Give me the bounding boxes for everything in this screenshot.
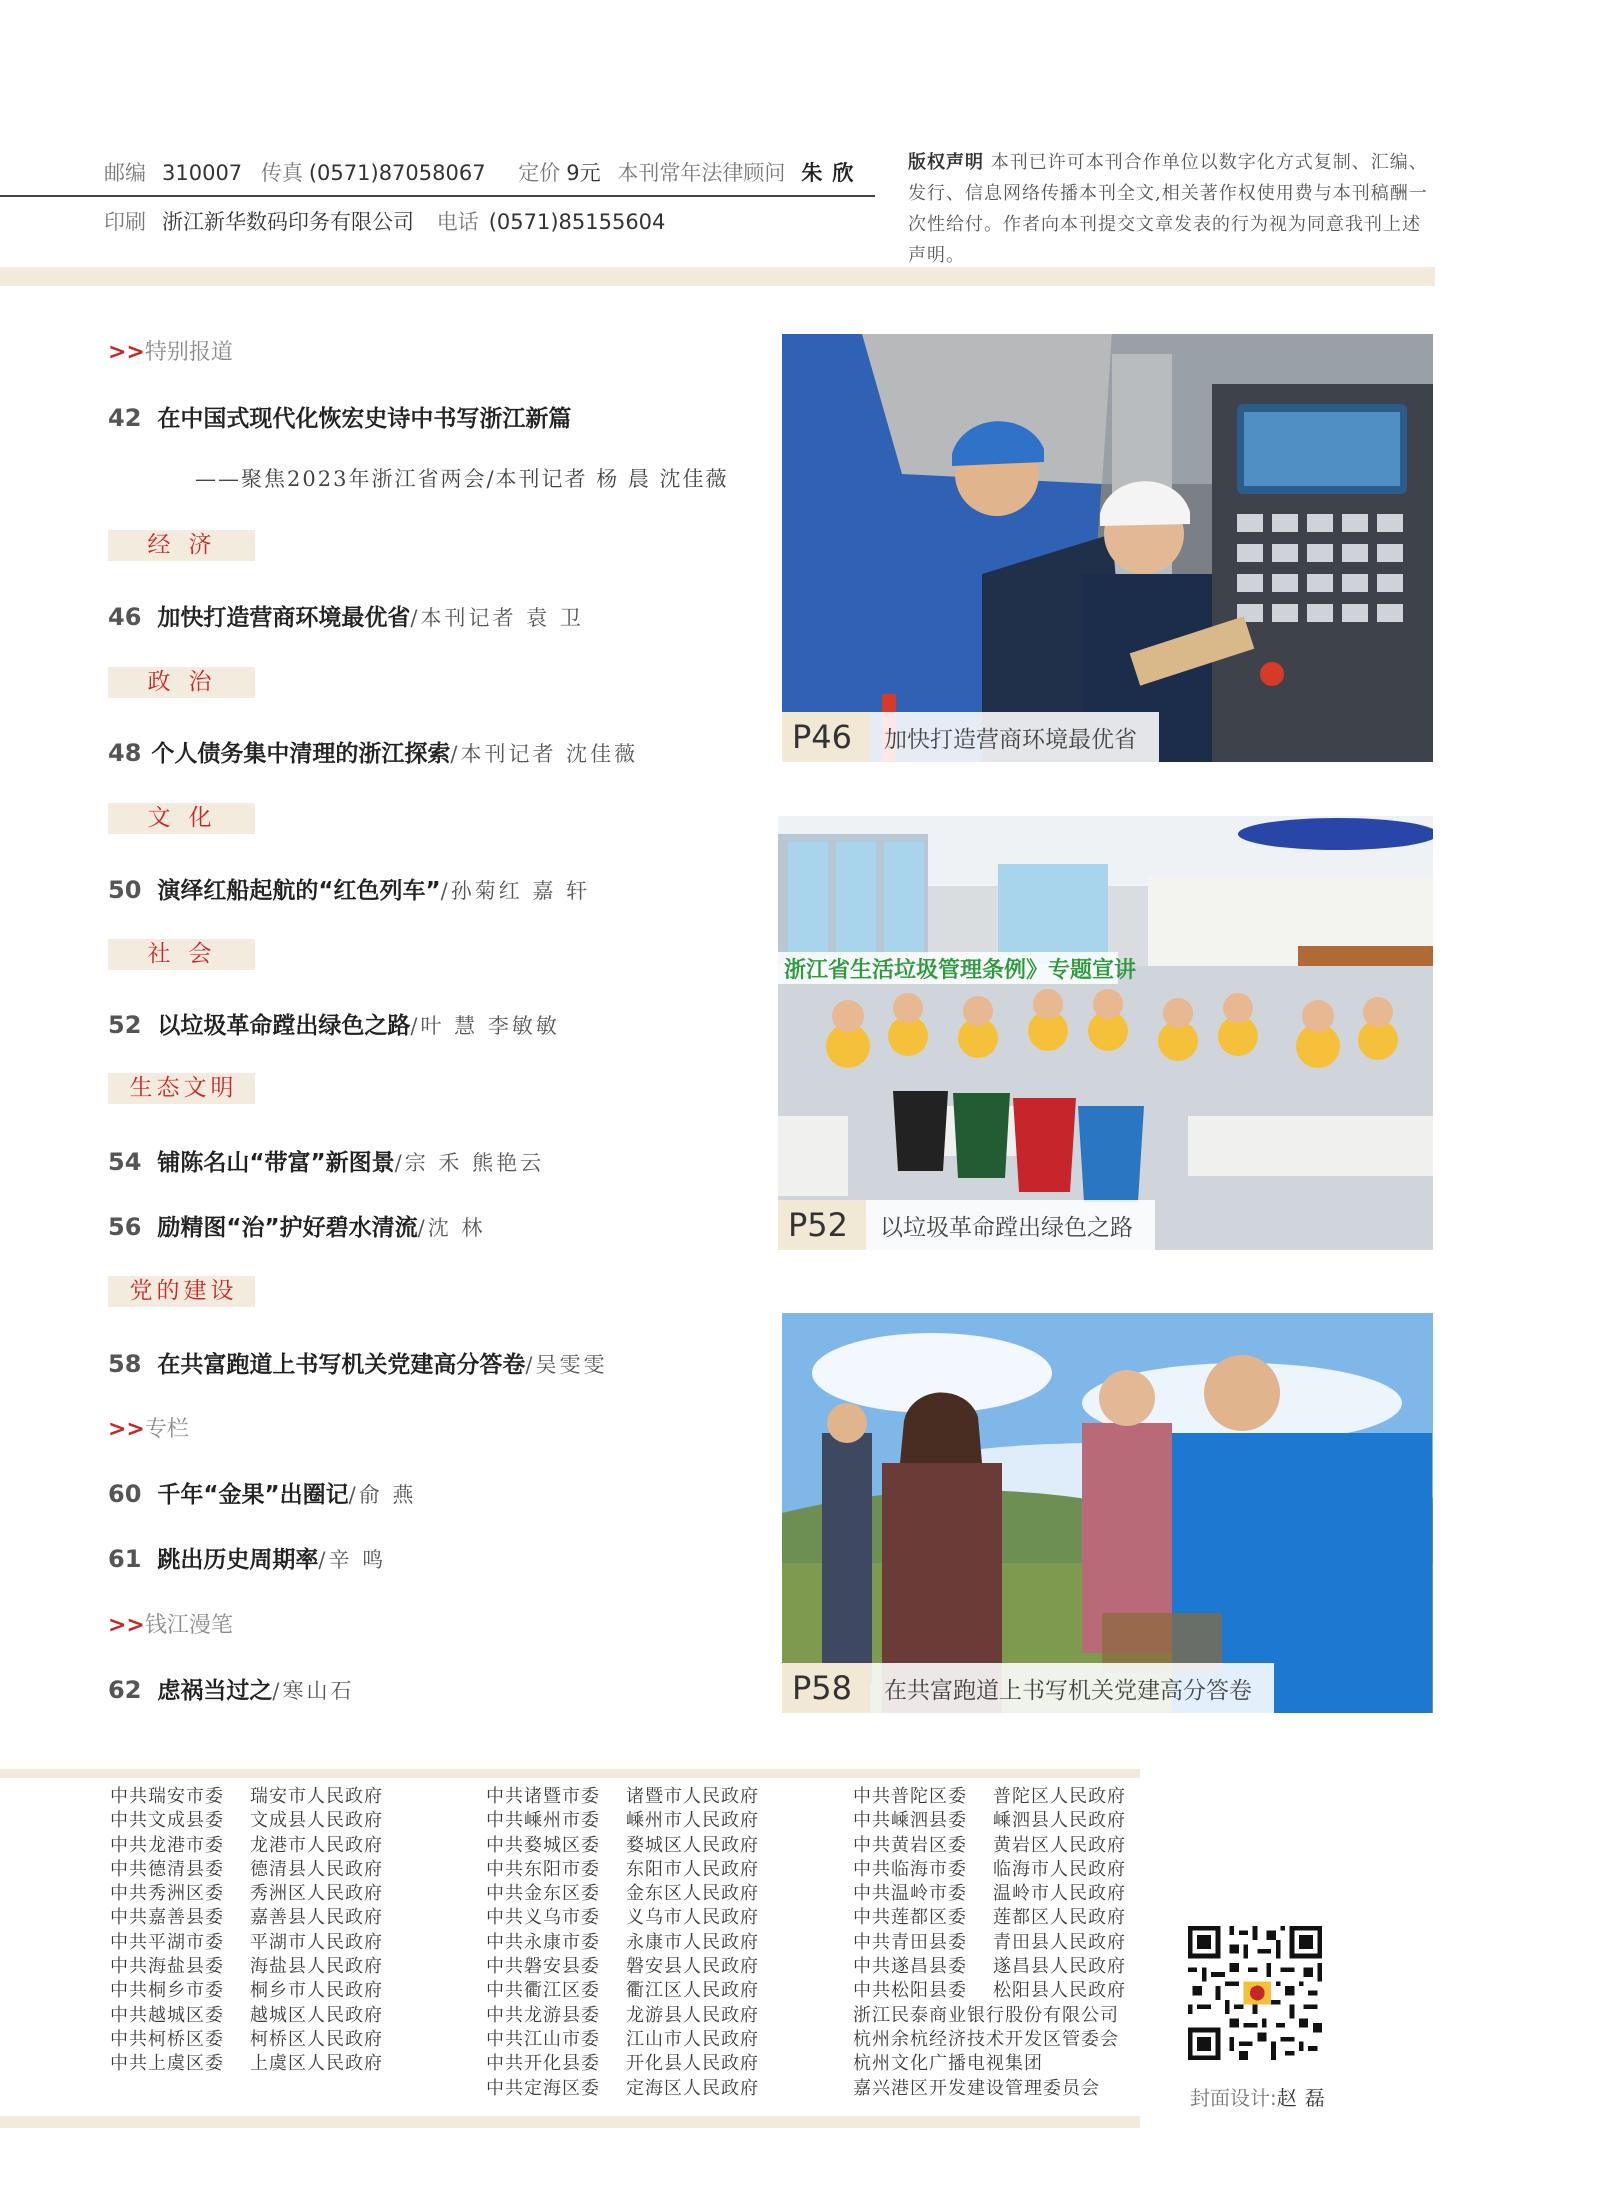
sponsor-party-committee: 中共龙港市委 — [110, 1834, 224, 1856]
toc-item-52[interactable]: 52 以垃圾革命蹚出绿色之路/叶 慧 李敏敏 — [108, 1011, 560, 1039]
header-band — [0, 267, 1435, 286]
sponsor-row — [110, 2052, 383, 2076]
sponsor-row — [110, 1931, 383, 1955]
sponsor-party-committee: 中共嵊泗县委 — [853, 1810, 967, 1832]
sponsor-party-committee: 中共永康市委 — [486, 1931, 600, 1953]
sponsor-government: 诸暨市人民政府 — [626, 1786, 759, 1807]
sponsor-government: 桐乡市人民政府 — [250, 1980, 383, 2002]
sponsor-party-committee: 中共金东区委 — [486, 1883, 600, 1905]
sponsor-party-committee: 中共越城区委 — [110, 2004, 224, 2026]
toc-item-58[interactable]: 58 在共富跑道上书写机关党建高分答卷/吴雯雯 — [108, 1350, 608, 1378]
sponsor-row — [853, 1785, 1126, 1809]
sponsors-bottom-band — [0, 2116, 1140, 2128]
inspection-factory-illustration — [782, 334, 1433, 762]
toc-item-60[interactable]: 60 千年“金果”出圈记/俞 燕 — [108, 1480, 417, 1508]
sponsor-row — [486, 2028, 759, 2052]
photo-p58-caption: P58 在共富跑道上书写机关党建高分答卷 — [782, 1663, 1274, 1713]
cover-design-credit: 封面设计:赵磊 — [1190, 2086, 1333, 2110]
sponsors-column-1 — [110, 1785, 383, 2077]
toc-item-42-subtitle: ——聚焦2023年浙江省两会/本刊记者 杨 晨 沈佳薇 — [195, 467, 729, 491]
photo-p46-caption: P46 加快打造营商环境最优省 — [782, 712, 1159, 762]
sponsor-government: 柯桥区人民政府 — [250, 2028, 383, 2050]
sponsors-top-band — [0, 1769, 1140, 1778]
sponsor-government: 普陀区人民政府 — [993, 1786, 1126, 1807]
sponsor-row — [110, 1906, 383, 1930]
sponsor-government: 温岭市人民政府 — [993, 1883, 1126, 1905]
sponsor-row — [853, 1931, 1126, 1955]
sponsor-government: 海盐县人民政府 — [250, 1956, 383, 1978]
section-ecology: 生态文明 — [108, 1073, 255, 1104]
toc-item-56[interactable]: 56 励精图“治”护好碧水清流/沈 林 — [108, 1213, 486, 1241]
sponsor-government: 东阳市人民政府 — [626, 1858, 759, 1880]
sponsor-party-committee: 中共上虞区委 — [110, 2053, 224, 2075]
photo-p58[interactable] — [782, 1313, 1433, 1713]
sponsor-row — [853, 1979, 1126, 2003]
sponsor-party-committee: 中共临海市委 — [853, 1858, 967, 1880]
sponsor-row — [486, 1979, 759, 2003]
sponsor-row — [110, 1882, 383, 1906]
info-divider — [0, 195, 875, 197]
sponsor-government: 黄岩区人民政府 — [993, 1834, 1126, 1856]
sponsors-column-3 — [853, 1785, 1126, 2101]
sponsor-organization: 杭州余杭经济技术开发区管委会 — [853, 2028, 1119, 2050]
sponsor-party-committee: 中共瑞安市委 — [110, 1786, 224, 1807]
sponsor-organization: 杭州文化广播电视集团 — [853, 2053, 1043, 2075]
sponsor-government: 江山市人民政府 — [626, 2028, 759, 2050]
sponsor-government: 义乌市人民政府 — [626, 1907, 759, 1929]
sponsor-row — [853, 1834, 1126, 1858]
sponsor-government: 青田县人民政府 — [993, 1931, 1126, 1953]
sponsor-row — [110, 1809, 383, 1833]
toc-item-61[interactable]: 61 跳出历史周期率/辛 鸣 — [108, 1545, 387, 1573]
sponsor-government: 松阳县人民政府 — [993, 1980, 1126, 2002]
sponsor-government: 遂昌县人民政府 — [993, 1956, 1126, 1978]
sponsor-row — [486, 1834, 759, 1858]
photo-p52[interactable] — [778, 816, 1433, 1250]
sponsor-party-committee: 中共遂昌县委 — [853, 1956, 967, 1978]
sponsor-party-committee: 中共黄岩区委 — [853, 1834, 967, 1856]
sponsor-party-committee: 中共德清县委 — [110, 1858, 224, 1880]
sponsor-party-committee: 中共嵊州市委 — [486, 1810, 600, 1832]
sponsor-government: 龙港市人民政府 — [250, 1834, 383, 1856]
sponsor-government: 龙游县人民政府 — [626, 2004, 759, 2026]
sponsor-party-committee: 中共文成县委 — [110, 1810, 224, 1832]
sponsors-column-2 — [486, 1785, 759, 2101]
sponsor-party-committee: 中共海盐县委 — [110, 1956, 224, 1978]
sponsor-government: 临海市人民政府 — [993, 1858, 1126, 1880]
field-visit-illustration — [782, 1313, 1433, 1713]
sponsor-government: 永康市人民政府 — [626, 1931, 759, 1953]
sponsor-government: 磐安县人民政府 — [626, 1956, 759, 1978]
sponsor-government: 金东区人民政府 — [626, 1883, 759, 1905]
sponsor-row — [853, 1882, 1126, 1906]
sponsor-party-committee: 中共龙游县委 — [486, 2004, 600, 2026]
sponsor-government: 上虞区人民政府 — [250, 2053, 383, 2075]
sponsor-party-committee: 中共莲都区委 — [853, 1907, 967, 1929]
photo-p52-caption: P52 以垃圾革命蹚出绿色之路 — [778, 1200, 1155, 1250]
sponsor-government: 德清县人民政府 — [250, 1858, 383, 1880]
sponsor-government: 定海区人民政府 — [626, 2077, 759, 2099]
sponsor-party-committee: 中共婺城区委 — [486, 1834, 600, 1856]
sponsor-row — [486, 1882, 759, 1906]
sponsor-row — [486, 1955, 759, 1979]
sponsor-row — [486, 1785, 759, 1809]
sponsor-row — [486, 1931, 759, 1955]
section-party-building: 党的建设 — [108, 1276, 255, 1307]
sponsor-row — [853, 1955, 1126, 1979]
sponsor-party-committee: 中共江山市委 — [486, 2028, 600, 2050]
section-politics: 政治 — [108, 667, 255, 698]
sponsor-party-committee: 中共桐乡市委 — [110, 1980, 224, 2002]
sponsor-row — [110, 1834, 383, 1858]
photo-p46[interactable] — [782, 334, 1433, 762]
sponsor-party-committee: 中共磐安县委 — [486, 1956, 600, 1978]
sponsor-government: 嵊泗县人民政府 — [993, 1810, 1126, 1832]
toc-item-62[interactable]: 62 虑祸当过之/寒山石 — [108, 1676, 355, 1704]
sponsor-government: 嘉善县人民政府 — [250, 1907, 383, 1929]
toc-item-48[interactable]: 48 个人债务集中清理的浙江探索/本刊记者 沈佳薇 — [108, 739, 639, 767]
sponsor-government: 衢江区人民政府 — [626, 1980, 759, 2002]
sponsor-party-committee: 中共松阳县委 — [853, 1980, 967, 2002]
sponsor-party-committee: 中共秀洲区委 — [110, 1883, 224, 1905]
sponsor-party-committee: 中共青田县委 — [853, 1931, 967, 1953]
sponsor-organization: 浙江民泰商业银行股份有限公司 — [853, 2004, 1119, 2026]
photo-p52-banner: 浙江省生活垃圾管理条例》专题宣讲 — [784, 958, 1137, 983]
qr-code-icon[interactable] — [1188, 1926, 1322, 2060]
sponsor-row — [110, 1979, 383, 2003]
sponsor-row — [486, 1858, 759, 1882]
sponsor-row — [486, 1906, 759, 1930]
sponsor-row — [853, 1809, 1126, 1833]
sponsor-party-committee: 中共温岭市委 — [853, 1883, 967, 1905]
sponsor-party-committee: 中共开化县委 — [486, 2053, 600, 2075]
sponsor-government: 开化县人民政府 — [626, 2053, 759, 2075]
sponsor-party-committee: 中共诸暨市委 — [486, 1786, 600, 1807]
sponsor-government: 瑞安市人民政府 — [250, 1786, 383, 1807]
sponsor-party-committee: 中共东阳市委 — [486, 1858, 600, 1880]
sponsor-organization: 嘉兴港区开发建设管理委员会 — [853, 2077, 1100, 2099]
sponsor-row — [110, 1785, 383, 1809]
section-special-report: >>特别报道 — [108, 340, 233, 365]
sponsor-row — [110, 2028, 383, 2052]
sponsor-row — [110, 1955, 383, 1979]
publishing-info-row-1: 邮编 310007 传真 (0571)87058067 定价 9元 本刊常年法律顾问 朱欣 — [104, 161, 864, 185]
sponsor-government: 婺城区人民政府 — [626, 1834, 759, 1856]
sponsor-party-committee: 中共普陀区委 — [853, 1786, 967, 1807]
sponsor-row — [110, 1858, 383, 1882]
sponsor-government: 嵊州市人民政府 — [626, 1810, 759, 1832]
sponsor-party-committee: 中共平湖市委 — [110, 1931, 224, 1953]
copyright-notice: 版权声明 本刊已许可本刊合作单位以数字化方式复制、汇编、发行、信息网络传播本刊全文,相关著作权使用费与本刊稿酬一次性给付。作者向本刊提交文章发表的行为视为同意我刊上述声明。 — [908, 152, 1428, 266]
sponsor-government: 秀洲区人民政府 — [250, 1883, 383, 1905]
section-column: >>专栏 — [108, 1417, 189, 1442]
publishing-info-row-2: 印刷 浙江新华数码印务有限公司 电话 (0571)85155604 — [104, 210, 666, 234]
sponsor-row — [486, 1809, 759, 1833]
sponsor-row — [486, 2004, 759, 2028]
sponsor-party-committee: 中共衢江区委 — [486, 1980, 600, 2002]
toc-item-42[interactable]: 42 在中国式现代化恢宏史诗中书写浙江新篇 — [108, 404, 572, 432]
sponsor-government: 平湖市人民政府 — [250, 1931, 383, 1953]
sponsor-row — [853, 1858, 1126, 1882]
section-essay: >>钱江漫笔 — [108, 1613, 233, 1638]
sponsor-row — [486, 2077, 759, 2101]
section-culture: 文化 — [108, 803, 255, 834]
sponsor-party-committee: 中共柯桥区委 — [110, 2028, 224, 2050]
section-economy: 经济 — [108, 530, 255, 561]
sponsor-party-committee: 中共嘉善县委 — [110, 1907, 224, 1929]
toc-item-46[interactable]: 46 加快打造营商环境最优省/本刊记者 袁 卫 — [108, 603, 584, 631]
sponsor-government: 文成县人民政府 — [250, 1810, 383, 1832]
sponsor-row — [853, 1906, 1126, 1930]
sponsor-row — [110, 2004, 383, 2028]
toc-item-54[interactable]: 54 铺陈名山“带富”新图景/宗 禾 熊艳云 — [108, 1148, 545, 1176]
toc-item-50[interactable]: 50 演绎红船起航的“红色列车”/孙菊红 嘉 轩 — [108, 876, 591, 904]
sponsor-row — [486, 2052, 759, 2076]
sponsor-government: 莲都区人民政府 — [993, 1907, 1126, 1929]
classroom-illustration — [778, 816, 1433, 1250]
sponsor-government: 越城区人民政府 — [250, 2004, 383, 2026]
sponsor-party-committee: 中共义乌市委 — [486, 1907, 600, 1929]
sponsor-party-committee: 中共定海区委 — [486, 2077, 600, 2099]
section-society: 社会 — [108, 939, 255, 970]
